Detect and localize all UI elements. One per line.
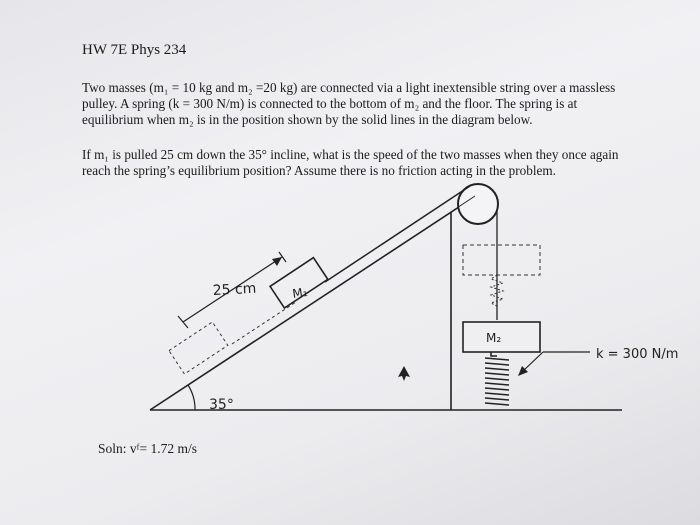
displacement-arrow-head: [272, 257, 282, 266]
spring-constant-label: k = 300 N/m: [596, 347, 679, 362]
displacement-arrow-tail: [178, 316, 188, 328]
mass-2-block: [463, 322, 540, 352]
problem-line: equilibrium when m₂ is in the position shown by the solid lines in the diagram below.: [82, 112, 533, 127]
angle-arc: [188, 385, 195, 410]
mass-2-label: M₂: [486, 331, 502, 345]
solution-answer: Soln: vᶠ= 1.72 m/s: [98, 441, 197, 456]
problem-line: Two masses (m₁ = 10 kg and m₂ =20 kg) are connected via a light inextensible string over a massless: [82, 80, 616, 95]
homework-title: HW 7E Phys 234: [82, 42, 187, 58]
string-lower: [330, 196, 475, 292]
spring-pointer-diag: [522, 352, 543, 372]
mass-1-label: M₁: [291, 284, 309, 301]
string-upper: [325, 186, 470, 282]
mass-1-displaced-block: [169, 322, 228, 374]
question-line: If m₁ is pulled 25 cm down the 35° incline, what is the speed of the two masses when they once again: [82, 147, 619, 162]
mass-1-block: [270, 258, 328, 308]
spring: [485, 352, 509, 405]
displaced-string-dashed: [232, 302, 296, 344]
problem-line: pulley. A spring (k = 300 N/m) is connected to the bottom of m₂ and the floor. The spring is at: [82, 96, 578, 111]
question-line: reach the spring’s equilibrium position? Assume there is no friction acting in the problem.: [82, 163, 556, 178]
displacement-label: 25 cm: [212, 280, 257, 299]
mass-2-displaced-block: [463, 245, 540, 275]
angle-label: 35°: [209, 397, 234, 413]
cursor-mark: [398, 366, 410, 381]
